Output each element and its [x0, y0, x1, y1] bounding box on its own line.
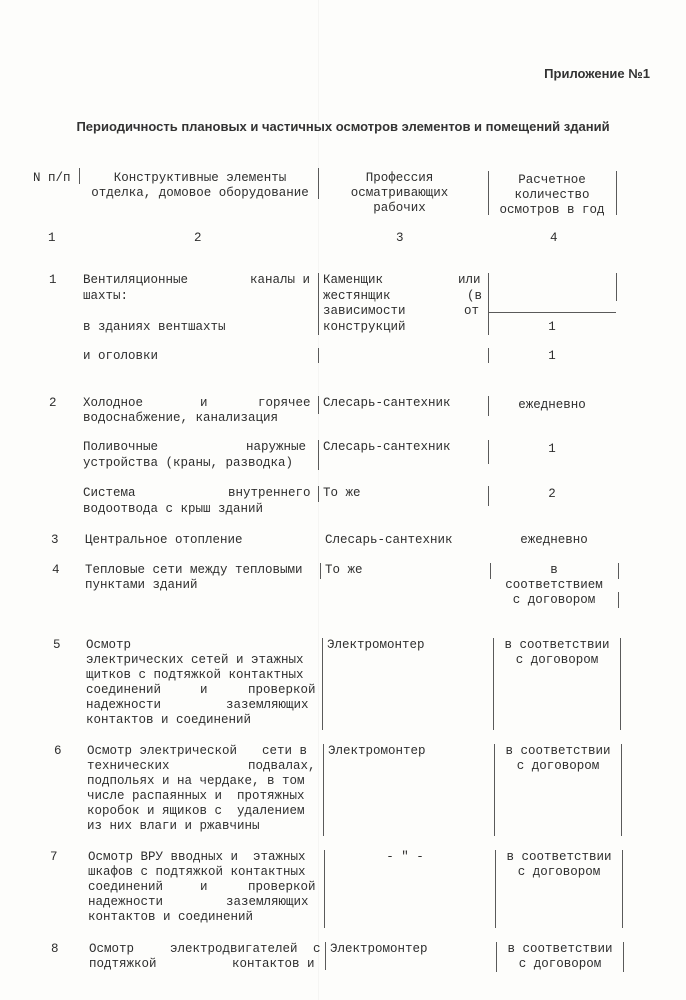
header-col-count-3: осмотров в год — [499, 203, 605, 217]
row-2a-element: наружные — [246, 440, 307, 454]
row-6-element: Осмотр электрической — [87, 744, 238, 758]
column-divider — [622, 850, 623, 928]
row-1-count: 1 — [548, 320, 556, 334]
row-6-number: 6 — [54, 744, 62, 758]
row-6-count: с договором — [516, 759, 600, 773]
row-6-element: сети в — [262, 744, 308, 758]
column-divider — [318, 348, 319, 363]
row-8-element: контактов и — [232, 957, 315, 971]
row-1-profession: зависимости — [323, 304, 406, 318]
header-divider — [488, 171, 489, 215]
row-5-element: электрических сетей и этажных — [86, 653, 304, 667]
column-divider — [618, 563, 619, 579]
row-5-element: надежности — [86, 698, 162, 712]
header-col-count-1: Расчетное — [518, 173, 586, 187]
row-5-element: проверкой — [248, 683, 316, 697]
row-4-count: в — [550, 563, 558, 577]
column-divider — [488, 396, 489, 416]
row-5-element: заземляющих — [226, 698, 309, 712]
row-7-element: проверкой — [248, 880, 316, 894]
row-3-count: ежедневно — [520, 533, 588, 547]
column-divider — [318, 486, 319, 502]
row-3-element: Центральное отопление — [85, 533, 243, 547]
column-divider — [488, 440, 489, 464]
row-4-count: соответствием — [505, 578, 603, 592]
appendix-label: Приложение №1 — [544, 66, 650, 81]
row-8-number: 8 — [51, 942, 59, 956]
column-divider — [325, 942, 326, 970]
row-7-count: в соответствии — [506, 850, 612, 864]
column-divider — [318, 273, 319, 335]
column-divider — [323, 744, 324, 836]
row-8-element: с — [313, 942, 321, 956]
column-divider — [488, 273, 489, 335]
row-4-profession: То же — [325, 563, 363, 577]
row-2-element: горячее — [258, 396, 311, 410]
row-2a-count: 1 — [548, 442, 556, 456]
row-7-profession: - " - — [386, 850, 424, 864]
column-divider — [616, 273, 617, 301]
row-2b-profession: То же — [323, 486, 361, 500]
row-2b-element: Система — [83, 486, 136, 500]
row-8-count: с договором — [518, 957, 602, 971]
row-7-element: Осмотр ВРУ вводных и этажных — [88, 850, 306, 864]
row-1-element: шахты: — [83, 289, 129, 303]
row-6-element: коробок и ящиков с удалением — [87, 804, 305, 818]
row-1-element: Вентиляционные — [83, 273, 189, 287]
row-1-count: 1 — [548, 349, 556, 363]
header-col-profession-1: Профессия — [365, 171, 434, 185]
column-divider — [621, 744, 622, 836]
row-6-count: в соответствии — [505, 744, 611, 758]
row-2-element: водоснабжение, канализация — [83, 411, 279, 425]
row-3-profession: Слесарь-сантехник — [325, 533, 453, 547]
row-2-profession: Слесарь-сантехник — [323, 396, 451, 410]
col-number-4: 4 — [550, 231, 558, 245]
header-divider — [79, 168, 80, 184]
row-8-count: в соответствии — [507, 942, 613, 956]
row-8-element: Осмотр — [89, 942, 135, 956]
header-col-elements-2: отделка, домовое оборудование — [91, 186, 309, 200]
row-2-count: ежедневно — [518, 398, 586, 412]
row-6-element: технических — [87, 759, 170, 773]
column-divider — [322, 638, 323, 730]
row-1-sub-element: и оголовки — [83, 349, 159, 363]
row-6-profession: Электромонтер — [328, 744, 426, 758]
header-col-number: N п/п — [33, 171, 71, 185]
row-6-element: числе распаянных и протяжных — [87, 789, 305, 803]
row-5-count: с договором — [515, 653, 599, 667]
row-7-element: надежности — [88, 895, 164, 909]
row-5-element: соединений — [86, 683, 162, 697]
column-divider — [620, 638, 621, 730]
row-1-sub-element: в зданиях вентшахты — [83, 320, 226, 334]
row-7-element: соединений — [88, 880, 164, 894]
row-3-number: 3 — [51, 533, 59, 547]
row-1-profession: Каменщик — [323, 273, 384, 287]
row-1-profession: (в — [467, 289, 483, 303]
column-divider — [488, 486, 489, 506]
row-2a-element: Поливочные — [83, 440, 159, 454]
col-number-2: 2 — [194, 231, 202, 245]
row-7-count: с договором — [517, 865, 601, 879]
header-divider — [318, 168, 319, 199]
row-6-element: подпольях и на чердаке, в том — [87, 774, 305, 788]
row-2a-element: устройства (краны, разводка) — [83, 456, 294, 470]
row-7-element: заземляющих — [226, 895, 309, 909]
column-divider — [488, 348, 489, 363]
header-col-count-2: количество — [514, 188, 590, 202]
row-7-number: 7 — [50, 850, 58, 864]
row-2a-profession: Слесарь-сантехник — [323, 440, 451, 454]
column-divider — [623, 942, 624, 972]
row-5-element: щитков с подтяжкой контактных — [86, 668, 304, 682]
col-number-1: 1 — [48, 231, 56, 245]
column-divider — [618, 592, 619, 608]
row-5-number: 5 — [53, 638, 61, 652]
row-8-profession: Электромонтер — [330, 942, 428, 956]
col-number-3: 3 — [396, 231, 404, 245]
row-5-count: в соответствии — [504, 638, 610, 652]
header-divider — [616, 171, 617, 215]
row-2b-element: водоотвода с крыш зданий — [83, 502, 264, 516]
row-1-profession: или — [458, 273, 481, 287]
row-2-number: 2 — [49, 396, 57, 410]
row-5-element: Осмотр — [86, 638, 132, 652]
row-7-element: и — [200, 880, 208, 894]
row-2b-count: 2 — [548, 487, 556, 501]
row-2b-element: внутреннего — [228, 486, 311, 500]
row-1-profession: конструкций — [323, 320, 406, 334]
count-divider — [488, 312, 616, 313]
row-4-number: 4 — [52, 563, 60, 577]
row-4-element: Тепловые сети между тепловыми — [85, 563, 303, 577]
row-5-element: и — [200, 683, 208, 697]
row-4-element: пунктами зданий — [85, 578, 198, 592]
header-col-profession-2: осматривающих — [350, 186, 449, 200]
row-8-element: электродвигателей — [170, 942, 298, 956]
row-1-number: 1 — [49, 273, 57, 287]
row-6-element: подвалах, — [248, 759, 316, 773]
header-col-elements-1: Конструктивные элементы — [113, 171, 287, 185]
row-8-element: подтяжкой — [89, 957, 157, 971]
column-divider — [320, 563, 321, 579]
row-7-element: шкафов с подтяжкой контактных — [88, 865, 306, 879]
row-4-count: с договором — [512, 593, 596, 607]
row-1-profession: жестянщик — [323, 289, 391, 303]
row-2-element: и — [200, 396, 208, 410]
column-divider — [324, 850, 325, 928]
column-divider — [490, 563, 491, 579]
row-6-element: из них влаги и ржавчины — [87, 819, 260, 833]
row-1-profession: от — [464, 304, 480, 318]
row-1-element: каналы и — [250, 273, 311, 287]
document-title: Периодичность плановых и частичных осмотров элементов и помещений зданий — [76, 119, 610, 134]
header-col-profession-3: рабочих — [373, 201, 426, 215]
row-2-element: Холодное — [83, 396, 144, 410]
row-7-element: контактов и соединений — [88, 910, 254, 924]
row-5-profession: Электромонтер — [327, 638, 425, 652]
row-5-element: контактов и соединений — [86, 713, 252, 727]
column-divider — [318, 440, 319, 470]
column-divider — [318, 396, 319, 414]
